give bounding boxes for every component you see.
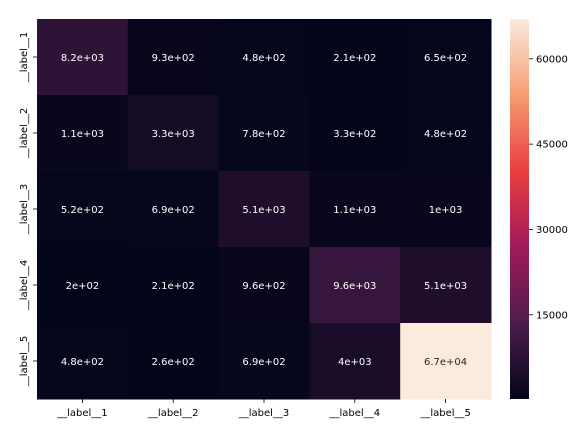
y-tick-label-4: __label__4 (19, 259, 30, 311)
cell-label-r2-c2: 3.3e+03 (151, 129, 195, 140)
cell-label-r2-c1: 1.1e+03 (60, 129, 104, 140)
cell-label-r3-c3: 5.1e+03 (242, 205, 286, 216)
cell-label-r5-c3: 6.9e+02 (242, 357, 286, 368)
cell-label-r3-c4: 1.1e+03 (333, 205, 377, 216)
cell-label-r1-c3: 4.8e+02 (242, 53, 286, 64)
cell-label-r4-c3: 9.6e+02 (242, 281, 286, 292)
cell-label-r2-c3: 7.8e+02 (242, 129, 286, 140)
cell-label-r2-c4: 3.3e+02 (333, 129, 377, 140)
x-tick-label-1: __label__1 (57, 408, 108, 419)
colorbar-tick-label-2: 30000 (536, 224, 568, 236)
y-tick-label-3: __label__3 (19, 183, 30, 235)
y-tick-label-5: __label__5 (19, 335, 30, 387)
colorbar-tick-label-1: 15000 (536, 310, 568, 322)
y-axis (19, 32, 37, 388)
cell-label-r4-c1: 2e+02 (65, 281, 100, 292)
y-tick-label-2: __label__2 (19, 107, 30, 159)
colorbar-tick-label-3: 45000 (536, 139, 568, 151)
cell-label-r5-c4: 4e+03 (337, 357, 372, 368)
x-tick-label-5: __label__5 (420, 408, 471, 419)
cell-label-r3-c2: 6.9e+02 (151, 205, 195, 216)
cell-label-r3-c1: 5.2e+02 (60, 205, 104, 216)
x-tick-label-2: __label__2 (147, 408, 199, 419)
cell-label-r5-c2: 2.6e+02 (151, 357, 195, 368)
cell-label-r4-c2: 2.1e+02 (151, 281, 195, 292)
x-tick-label-4: __label__4 (329, 408, 381, 419)
cell-label-r5-c5: 6.7e+04 (424, 357, 468, 368)
cell-label-r1-c5: 6.5e+02 (424, 53, 468, 64)
cell-label-r1-c2: 9.3e+02 (151, 53, 195, 64)
cell-label-r3-c5: 1e+03 (428, 205, 463, 216)
cell-label-r1-c1: 8.2e+03 (60, 53, 104, 64)
x-tick-label-3: __label__3 (238, 408, 290, 419)
colorbar-axis (529, 54, 568, 321)
y-tick-label-1: __label__1 (19, 31, 30, 83)
cell-label-r1-c4: 2.1e+02 (333, 53, 377, 64)
cell-label-r5-c1: 4.8e+02 (60, 357, 104, 368)
cell-label-r4-c4: 9.6e+03 (333, 281, 377, 292)
x-axis (56, 399, 471, 419)
colorbar (510, 19, 529, 399)
cell-label-r2-c5: 4.8e+02 (424, 129, 468, 140)
cell-label-r4-c5: 5.1e+03 (424, 281, 468, 292)
colorbar-tick-label-4: 60000 (536, 54, 568, 66)
